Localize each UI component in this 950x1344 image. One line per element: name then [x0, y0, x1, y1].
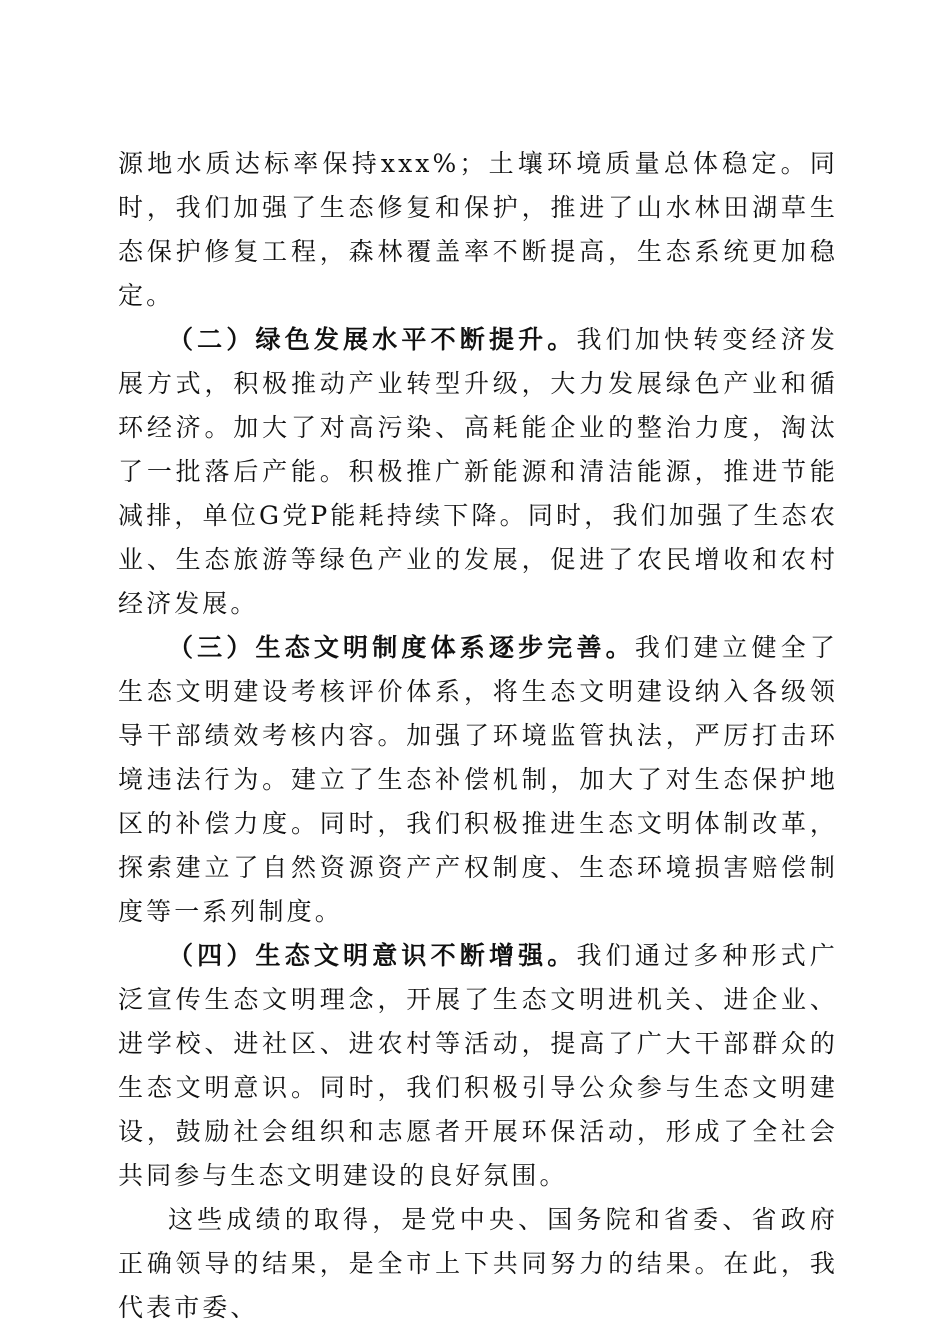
paragraph-awareness	[118, 934, 838, 1198]
document-body	[118, 142, 838, 1330]
paragraph-heading: （四）生态文明意识不断增强。	[168, 941, 577, 970]
paragraph-text: 我们加快转变经济发展方式，积极推动产业转型升级，大力发展绿色产业和循环经济。加大了对高污染、高耗能企业的整治力度，淘汰了一批落后产能。积极推广新能源和清洁能源，推进节能减排，单位G党P能耗持续下降。同时，我们加强了生态农业、生态旅游等绿色产业的发展，促进了农民增收和农村经济发展。	[118, 325, 838, 618]
paragraph-institution-system	[118, 626, 838, 934]
paragraph-text: 这些成绩的取得，是党中央、国务院和省委、省政府正确领导的结果，是全市上下共同努力的结果。在此，我代表市委、	[118, 1205, 838, 1322]
paragraph-heading: （二）绿色发展水平不断提升。	[168, 325, 577, 354]
paragraph-green-development	[118, 318, 838, 626]
paragraph-conclusion	[118, 1198, 838, 1330]
paragraph-text: 我们建立健全了生态文明建设考核评价体系，将生态文明建设纳入各级领导干部绩效考核内容。加强了环境监管执法，严厉打击环境违法行为。建立了生态补偿机制，加大了对生态保护地区的补偿力度。同时，我们积极推进生态文明体制改革，探索建立了自然资源资产产权制度、生态环境损害赔偿制度等一系列制度。	[118, 633, 839, 926]
paragraph-text: 源地水质达标率保持xxx%；土壤环境质量总体稳定。同时，我们加强了生态修复和保护，推进了山水林田湖草生态保护修复工程，森林覆盖率不断提高，生态系统更加稳定。	[118, 149, 838, 310]
paragraph-continuation	[118, 142, 838, 318]
paragraph-text: 我们通过多种形式广泛宣传生态文明理念，开展了生态文明进机关、进企业、进学校、进社区、进农村等活动，提高了广大干部群众的生态文明意识。同时，我们积极引导公众参与生态文明建设，鼓励社会组织和志愿者开展环保活动，形成了全社会共同参与生态文明建设的良好氛围。	[118, 941, 838, 1190]
paragraph-heading: （三）生态文明制度体系逐步完善。	[168, 633, 635, 662]
